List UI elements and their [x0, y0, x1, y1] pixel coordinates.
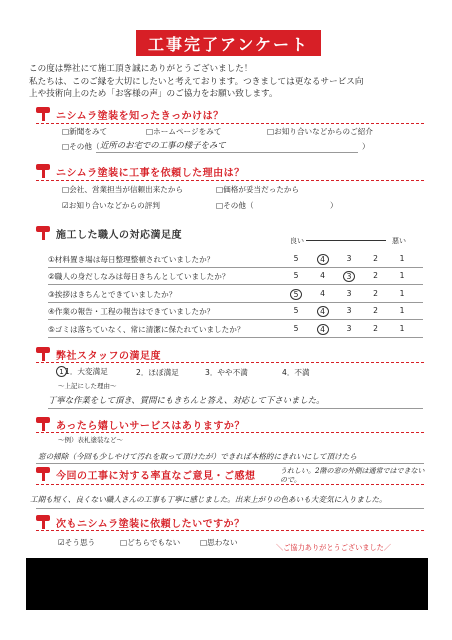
- q5-answer-continued: うれしい。2階の窓の外側は通常ではできないので。: [280, 467, 425, 484]
- rating-option[interactable]: 2: [373, 323, 378, 333]
- q7-title: 次もニシムラ塗装に依頼したいですか？: [56, 518, 245, 530]
- rating-question: ④作業の報告・工程の報告はできていましたか？: [48, 306, 215, 316]
- q5-example: ～例）表札塗装など～: [58, 436, 123, 444]
- rating-option[interactable]: 4: [317, 324, 329, 335]
- q2-option-price[interactable]: □価格が妥当だったから: [216, 185, 300, 194]
- rating-option[interactable]: 4: [317, 306, 329, 317]
- q1-other-answer: 近所のお宅での工事の様子をみて: [100, 140, 226, 150]
- rating-option[interactable]: 3: [346, 288, 352, 298]
- q1-option-homepage[interactable]: □ホームページをみて: [146, 127, 222, 136]
- q2-title: ニシムラ塗装に工事を依頼した理由は？: [56, 167, 245, 179]
- q5-answer: 窓の掃除（今回も少しやけて汚れを取って頂けたが）できれば本格的にきれいにして頂けたら: [38, 452, 357, 461]
- q3-title: 施工した職人の対応満足度: [56, 229, 182, 241]
- q2-other-close: ）: [330, 201, 338, 210]
- q1-option-referral[interactable]: □お知り合いなどからのご紹介: [267, 127, 373, 136]
- paint-roller-icon: [36, 466, 52, 482]
- rating-row: [48, 304, 423, 318]
- q2-option-reputation[interactable]: ☑お知り合いなどからの評判: [62, 201, 160, 210]
- thanks-message: ＼ご協力ありがとうございました／: [276, 543, 392, 552]
- scale-good-label: 良い: [290, 237, 304, 245]
- rating-option[interactable]: 3: [343, 271, 355, 282]
- rating-option[interactable]: 4: [320, 288, 325, 298]
- paint-roller-icon: [36, 106, 52, 122]
- q3-heading: [36, 225, 182, 241]
- q4-title: 弊社スタッフの満足度: [56, 350, 161, 362]
- scale-arrow: [306, 240, 386, 241]
- q1-option-other[interactable]: □その他（: [62, 142, 100, 151]
- intro-line-2: 私たちは、このご縁を大切にしたいと考えております。つきましては更なるサービス向: [29, 76, 364, 87]
- q2-heading: [36, 163, 245, 179]
- rating-row: [48, 252, 423, 266]
- rating-question: ③挨拶はきちんとできていましたか？: [48, 289, 177, 299]
- rating-question: ①材料置き場は毎日整理整頓されていましたか？: [48, 254, 215, 264]
- rating-scale: [290, 324, 408, 335]
- q6-heading: [36, 466, 256, 482]
- q4-option-very-satisfied[interactable]: 11．大変満足: [56, 366, 108, 377]
- q4-heading: [36, 346, 161, 362]
- q6-answer: 工期も短く、良くない職人さんの工事も丁寧に感じました。出来上がりの色あいも大変気に入りました。: [30, 495, 387, 504]
- paint-roller-icon: [36, 225, 52, 241]
- rating-question: ⑤ゴミは落ちていなく、常に清潔に保たれていましたか？: [48, 324, 245, 334]
- rating-option[interactable]: 3: [346, 253, 352, 263]
- paint-roller-icon: [36, 163, 52, 179]
- q4-option-satisfied[interactable]: 2．ほぼ満足: [136, 368, 179, 377]
- rating-row: [48, 287, 423, 301]
- rating-option[interactable]: 5: [293, 270, 299, 280]
- q4-option-slightly-dissatisfied[interactable]: 3．やや不満: [205, 368, 248, 377]
- q5-heading: [36, 416, 245, 432]
- rating-option[interactable]: 1: [399, 305, 405, 315]
- rating-scale: [290, 289, 408, 300]
- rating-option[interactable]: 1: [399, 288, 405, 298]
- rating-row: [48, 269, 423, 283]
- rating-option[interactable]: 3: [346, 323, 352, 333]
- redacted-footer: [26, 558, 428, 610]
- q7-option-neutral[interactable]: □どちらでもない: [120, 538, 181, 547]
- rating-option[interactable]: 2: [373, 305, 378, 315]
- q7-heading: [36, 514, 245, 530]
- rating-scale: [290, 306, 408, 317]
- rating-option[interactable]: 4: [320, 270, 325, 280]
- q4-opt1-text: 1．大変満足: [65, 367, 108, 376]
- rating-option[interactable]: 3: [346, 305, 352, 315]
- q1-option-newspaper[interactable]: □新聞をみて: [62, 127, 108, 136]
- rating-question: ②職人の身だしなみは毎日きちんとしていましたか？: [48, 271, 230, 281]
- q7-option-yes[interactable]: ☑そう思う: [58, 538, 96, 547]
- q4-reason-answer: 丁寧な作業をして頂き、質問にもきちんと答え、対応して下さいました。: [48, 395, 325, 405]
- q1-heading: [36, 106, 224, 122]
- paint-roller-icon: [36, 346, 52, 362]
- paint-roller-icon: [36, 416, 52, 432]
- rating-option[interactable]: 5: [290, 289, 302, 300]
- rating-scale: [290, 271, 408, 282]
- page-title: 工事完了アンケート: [136, 30, 321, 56]
- q4-reason-label: ～上記にした理由～: [58, 382, 117, 390]
- rating-option[interactable]: 1: [399, 270, 405, 280]
- rating-option[interactable]: 5: [293, 305, 299, 315]
- rating-option[interactable]: 2: [373, 253, 378, 263]
- intro-line-1: この度は弊社にて施工頂き誠にありがとうございました！: [29, 64, 253, 74]
- rating-option[interactable]: 2: [373, 288, 378, 298]
- scale-bad-label: 悪い: [392, 237, 406, 245]
- rating-option[interactable]: 1: [399, 253, 405, 263]
- intro-text: [29, 63, 429, 101]
- q5-title: あったら嬉しいサービスはありますか？: [56, 420, 245, 432]
- rating-option[interactable]: 1: [399, 323, 405, 333]
- rating-option[interactable]: 2: [373, 270, 378, 280]
- q2-option-other[interactable]: □その他（: [216, 201, 254, 210]
- q2-option-trust[interactable]: □会社、営業担当が信頼出来たから: [62, 185, 184, 194]
- q7-option-no[interactable]: □思わない: [200, 538, 238, 547]
- rating-row: [48, 322, 423, 336]
- q6-title: 今回の工事に対する率直なご意見・ご感想: [56, 470, 256, 482]
- q4-option-dissatisfied[interactable]: 4．不満: [282, 368, 310, 377]
- intro-line-3: 上や技術向上のため「お客様の声」のご協力をお願い致します。: [29, 89, 278, 99]
- rating-option[interactable]: 5: [293, 323, 299, 333]
- rating-option[interactable]: 5: [293, 253, 299, 263]
- rating-option[interactable]: 4: [317, 254, 329, 265]
- q1-title: ニシムラ塗装を知ったきっかけは？: [56, 110, 224, 122]
- q1-other-close: ）: [362, 142, 370, 151]
- rating-scale: [290, 254, 408, 265]
- paint-roller-icon: [36, 514, 52, 530]
